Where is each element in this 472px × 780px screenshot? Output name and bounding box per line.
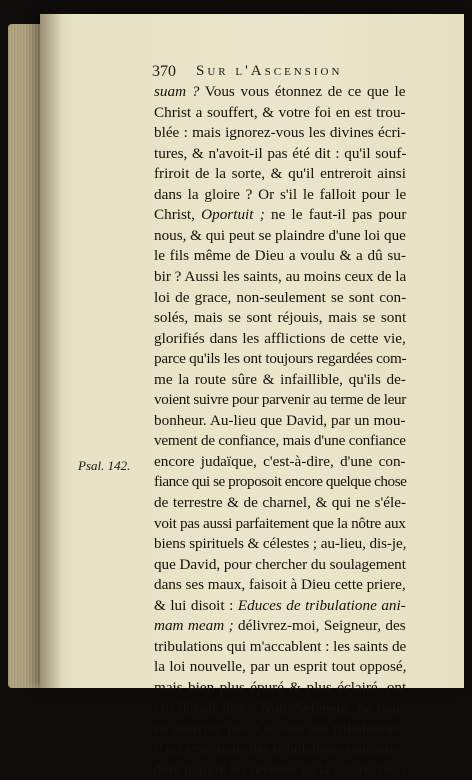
- text-line: [154, 514, 406, 534]
- text-line: [154, 411, 406, 431]
- text-run: fiance qui se proposoit encore quelque chose: [154, 473, 407, 491]
- text-line: [154, 719, 406, 739]
- text-line: [154, 226, 406, 246]
- text-line: [154, 575, 406, 595]
- text-line: [154, 555, 406, 575]
- text-line: [154, 472, 406, 492]
- italic-text: Educes de tribulatione ani-: [237, 596, 406, 614]
- text-line: [154, 390, 406, 410]
- text-line: [154, 740, 406, 760]
- text-run: parce qu'ils les ont toujours regardées com-: [154, 350, 407, 368]
- text-line: [154, 452, 406, 472]
- text-run: voit pas aussi parfaitement que la nôtre aux: [154, 514, 406, 532]
- text-line: [154, 349, 406, 369]
- italic-text: mam meam ;: [154, 617, 234, 635]
- text-line: [154, 596, 406, 616]
- text-line: [154, 267, 406, 287]
- text-run: le fils même de Dieu a voulu & a dû su-: [154, 247, 406, 265]
- text-line: [154, 308, 406, 328]
- text-run: la loi nouvelle, par un esprit tout opposé,: [154, 658, 407, 676]
- text-run: cru devoir dire : Non, Seigneur, ne nous: [154, 699, 406, 717]
- text-line: [154, 699, 406, 719]
- running-head: Sur l'Ascension: [196, 63, 343, 79]
- text-run: glorifiés dans les afflictions de cette vie,: [154, 329, 406, 347]
- text-line: [154, 370, 406, 390]
- text-run: friroit de la sorte, & qu'il entreroit ainsi: [154, 165, 406, 183]
- text-line: [154, 103, 406, 123]
- text-run: encore judaïque, c'est-à-dire, d'une con-: [154, 452, 406, 470]
- text-run: dans ses maux, faisoit à Dieu cette priere,: [154, 576, 406, 594]
- text-line: [154, 431, 406, 451]
- text-run: dont malgré les révoltes de la nature, nous: [154, 761, 407, 779]
- text-line: [154, 288, 406, 308]
- text-line: [154, 534, 406, 554]
- text-run: solés, mais se sont réjouis, mais se sont: [154, 309, 407, 327]
- text-line: [154, 205, 406, 225]
- italic-text: Oportuit ;: [201, 206, 265, 224]
- text-line: [154, 164, 406, 184]
- text-line: [154, 678, 406, 698]
- text-run: tribulations qui m'accablent : les saints de: [154, 637, 407, 655]
- page-number: 370: [152, 63, 176, 80]
- text-line: [154, 616, 406, 636]
- text-run: vement de confiance, mais d'une confiance: [154, 432, 406, 450]
- text-line: [154, 493, 406, 513]
- text-run: loi de grace, non-seulement se sont con-: [154, 288, 407, 306]
- text-run: voient suivre pour parvenir au terme de leur: [154, 391, 406, 409]
- text-run: ne le faut-il pas pour: [264, 206, 407, 224]
- text-line: [154, 144, 406, 164]
- text-run: bonheur. Au-lieu que David, par un mou-: [154, 411, 406, 429]
- text-run: blée : mais ignorez-vous les divines écri-: [154, 124, 406, 142]
- text-run: tures, & n'avoit-il pas été dit : qu'il souf-: [154, 144, 407, 162]
- text-line: [154, 657, 406, 677]
- text-line: [154, 760, 406, 780]
- text-line: [154, 185, 406, 205]
- text-line: [154, 637, 406, 657]
- page-header: [152, 63, 412, 83]
- text-run: en délivrez pas. Ce sont des tribulations,: [154, 720, 407, 738]
- italic-text: suam ?: [154, 83, 200, 100]
- text-run: nous, & qui peut se plaindre d'une loi que: [154, 226, 406, 244]
- margin-note: Psal. 142.: [78, 458, 131, 473]
- text-line: [154, 246, 406, 266]
- text-line: [154, 123, 406, 143]
- text-run: Christ,: [154, 206, 202, 224]
- page-gutter-shadow: [40, 14, 62, 688]
- text-run: me la route sûre & infaillible, qu'ils de-: [154, 370, 406, 388]
- text-run: mais bien plus épuré & plus éclairé, ont: [154, 678, 407, 696]
- text-run: que David, pour chercher du soulagement: [154, 555, 406, 573]
- text-line: [154, 329, 406, 349]
- text-run: Christ a souffert, & votre foi en est trou-: [154, 103, 406, 121]
- text-run: délivrez-moi, Seigneur, des: [233, 617, 406, 635]
- text-run: bir ? Aussi les saints, au moins ceux de la: [154, 267, 407, 285]
- text-run: & lui disoit :: [154, 596, 238, 614]
- text-run: il est vrai, mais des tribulations salutaires,: [154, 740, 406, 758]
- text-run: biens spirituels & célestes ; au-lieu, dis-je,: [154, 535, 407, 553]
- text-run: de terrestre & de charnel, & qui ne s'éle-: [154, 494, 407, 511]
- text-run: dans la gloire ? Or s'il le falloit pour le: [154, 185, 407, 203]
- text-line: [154, 82, 406, 102]
- text-run: Vous vous étonnez de ce que le: [199, 83, 406, 100]
